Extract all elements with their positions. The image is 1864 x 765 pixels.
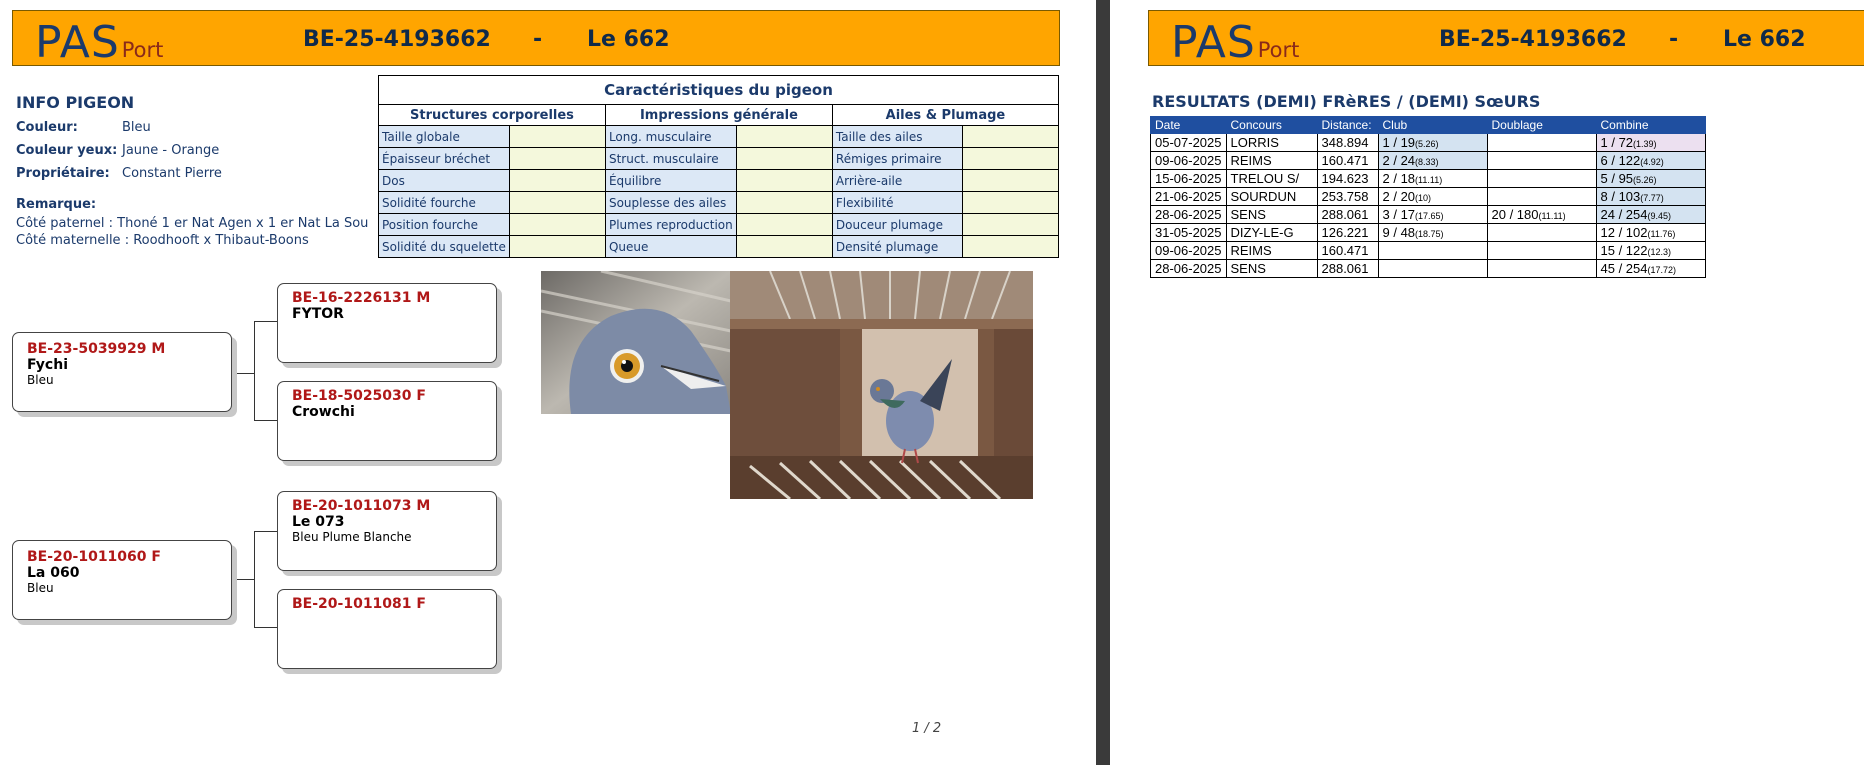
- results-column-header: Club: [1378, 117, 1487, 134]
- page-divider: [1096, 0, 1110, 765]
- couleur-label: Couleur:: [16, 120, 78, 135]
- result-doublage: 20 / 180(11.11): [1487, 206, 1596, 224]
- remarque-paternel: Côté paternel : Thoné 1 er Nat Agen x 1 er Nat La Sou: [16, 216, 369, 231]
- pedigree-mother: [12, 540, 232, 620]
- characteristic-label: Densité plumage: [832, 236, 962, 258]
- results-column-header: Concours: [1226, 117, 1317, 134]
- characteristic-label: Position fourche: [379, 214, 510, 236]
- result-concours: REIMS: [1226, 242, 1317, 260]
- characteristic-label: Taille globale: [379, 126, 510, 148]
- result-date: 28-06-2025: [1151, 206, 1227, 224]
- result-date: 31-05-2025: [1151, 224, 1227, 242]
- pedigree-father-mother: [277, 381, 497, 461]
- characteristic-score: [963, 236, 1059, 258]
- pedigree-ring: BE-23-5039929 M: [27, 341, 166, 357]
- characteristic-score: [736, 126, 832, 148]
- characteristic-score: [509, 236, 605, 258]
- table-row: [1151, 260, 1706, 278]
- characteristics-row: [379, 214, 1059, 236]
- result-date: 21-06-2025: [1151, 188, 1227, 206]
- pedigree-name: Le 073: [292, 514, 345, 530]
- characteristic-label: Équilibre: [605, 170, 736, 192]
- characteristic-score: [509, 214, 605, 236]
- result-distance: 194.623: [1317, 170, 1378, 188]
- result-distance: 288.061: [1317, 260, 1378, 278]
- characteristic-score: [736, 236, 832, 258]
- pedigree-connector: [254, 627, 278, 628]
- characteristics-row: [379, 192, 1059, 214]
- result-distance: 348.894: [1317, 134, 1378, 152]
- result-date: 15-06-2025: [1151, 170, 1227, 188]
- characteristic-label: Solidité fourche: [379, 192, 510, 214]
- result-concours: SOURDUN: [1226, 188, 1317, 206]
- pedigree-name: Crowchi: [292, 404, 355, 420]
- result-doublage: [1487, 152, 1596, 170]
- pedigree-connector: [232, 373, 254, 374]
- characteristics-title: Caractéristiques du pigeon: [379, 76, 1059, 105]
- page-header: [12, 10, 1060, 66]
- proprietaire-value: Constant Pierre: [122, 166, 222, 181]
- pedigree-connector: [254, 321, 255, 421]
- result-doublage: [1487, 224, 1596, 242]
- result-club: 2 / 20(10): [1378, 188, 1487, 206]
- table-row: [1151, 134, 1706, 152]
- page-2: [1110, 0, 1864, 765]
- result-combine: 12 / 102(11.76): [1596, 224, 1705, 242]
- result-combine: 8 / 103(7.77): [1596, 188, 1705, 206]
- pedigree-name: La 060: [27, 565, 80, 581]
- characteristic-score: [736, 170, 832, 192]
- result-date: 09-06-2025: [1151, 242, 1227, 260]
- characteristic-score: [963, 192, 1059, 214]
- pedigree-mother-mother: [277, 589, 497, 669]
- table-row: [1151, 188, 1706, 206]
- header-ring: BE-25-4193662: [1439, 27, 1627, 52]
- header-ring: BE-25-4193662: [303, 27, 491, 52]
- characteristics-header: Impressions générale: [605, 105, 832, 126]
- result-distance: 160.471: [1317, 152, 1378, 170]
- pedigree-color: Bleu: [27, 581, 54, 595]
- result-distance: 126.221: [1317, 224, 1378, 242]
- info-pigeon-title: INFO PIGEON: [16, 93, 135, 112]
- characteristic-label: Flexibilité: [832, 192, 962, 214]
- result-combine: 5 / 95(5.26): [1596, 170, 1705, 188]
- pigeon-eye-photo: [541, 271, 731, 414]
- header-pigeon-name: Le 662: [587, 27, 670, 52]
- characteristic-score: [509, 148, 605, 170]
- results-column-header: Doublage: [1487, 117, 1596, 134]
- result-doublage: [1487, 242, 1596, 260]
- result-date: 09-06-2025: [1151, 152, 1227, 170]
- result-doublage: [1487, 188, 1596, 206]
- result-date: 05-07-2025: [1151, 134, 1227, 152]
- characteristic-score: [509, 170, 605, 192]
- characteristics-header: Structures corporelles: [379, 105, 606, 126]
- result-concours: SENS: [1226, 260, 1317, 278]
- result-club: 3 / 17(17.65): [1378, 206, 1487, 224]
- characteristic-score: [509, 126, 605, 148]
- pedigree-connector: [254, 531, 278, 532]
- characteristics-table: [378, 75, 1059, 258]
- table-row: [1151, 242, 1706, 260]
- header-pigeon-name: Le 662: [1723, 27, 1806, 52]
- pedigree-name: FYTOR: [292, 306, 344, 322]
- pedigree-ring: BE-20-1011081 F: [292, 596, 426, 612]
- results-column-header: Combine: [1596, 117, 1705, 134]
- characteristic-label: Arrière-aile: [832, 170, 962, 192]
- pedigree-ring: BE-20-1011073 M: [292, 498, 431, 514]
- results-title: RESULTATS (DEMI) FRèRES / (DEMI) SœURS: [1152, 92, 1541, 111]
- result-distance: 160.471: [1317, 242, 1378, 260]
- remarque-label: Remarque:: [16, 197, 97, 212]
- pedigree-color: Bleu: [27, 373, 54, 387]
- proprietaire-label: Propriétaire:: [16, 166, 110, 181]
- pedigree-father-father: [277, 283, 497, 363]
- characteristics-row: [379, 170, 1059, 192]
- pedigree-connector: [254, 420, 278, 421]
- result-doublage: [1487, 260, 1596, 278]
- result-club: 9 / 48(18.75): [1378, 224, 1487, 242]
- result-distance: 288.061: [1317, 206, 1378, 224]
- remarque-maternel: Côté maternelle : Roodhooft x Thibaut-Boons: [16, 233, 309, 248]
- couleur-value: Bleu: [122, 120, 151, 135]
- characteristic-score: [963, 214, 1059, 236]
- characteristics-row: [379, 148, 1059, 170]
- pedigree-father: [12, 332, 232, 412]
- table-row: [1151, 224, 1706, 242]
- result-concours: DIZY-LE-G: [1226, 224, 1317, 242]
- page-number: 1 / 2: [912, 721, 942, 736]
- characteristics-header: Ailes & Plumage: [832, 105, 1058, 126]
- table-row: [1151, 152, 1706, 170]
- header-separator: -: [533, 27, 543, 52]
- characteristic-score: [963, 148, 1059, 170]
- pedigree-mother-father: [277, 491, 497, 571]
- characteristic-label: Épaisseur bréchet: [379, 148, 510, 170]
- characteristic-label: Souplesse des ailes: [605, 192, 736, 214]
- characteristic-label: Taille des ailes: [832, 126, 962, 148]
- characteristic-score: [963, 126, 1059, 148]
- result-club: 1 / 19(5.26): [1378, 134, 1487, 152]
- characteristic-label: Dos: [379, 170, 510, 192]
- pedigree-color: Bleu Plume Blanche: [292, 530, 412, 544]
- result-combine: 1 / 72(1.39): [1596, 134, 1705, 152]
- characteristic-label: Struct. musculaire: [605, 148, 736, 170]
- characteristics-row: [379, 236, 1059, 258]
- characteristic-score: [963, 170, 1059, 192]
- pedigree-ring: BE-20-1011060 F: [27, 549, 161, 565]
- characteristic-label: Queue: [605, 236, 736, 258]
- header-separator: -: [1669, 27, 1679, 52]
- characteristic-label: Rémiges primaire: [832, 148, 962, 170]
- characteristic-label: Solidité du squelette: [379, 236, 510, 258]
- result-combine: 6 / 122(4.92): [1596, 152, 1705, 170]
- characteristic-score: [736, 148, 832, 170]
- pedigree-ring: BE-16-2226131 M: [292, 290, 431, 306]
- pedigree-name: Fychi: [27, 357, 68, 373]
- pedigree-connector: [232, 579, 254, 580]
- results-table: [1150, 116, 1706, 278]
- result-doublage: [1487, 170, 1596, 188]
- characteristic-score: [509, 192, 605, 214]
- result-combine: 24 / 254(9.45): [1596, 206, 1705, 224]
- result-combine: 15 / 122(12.3): [1596, 242, 1705, 260]
- result-concours: SENS: [1226, 206, 1317, 224]
- result-combine: 45 / 254(17.72): [1596, 260, 1705, 278]
- paspost-logo: PASPort: [1171, 17, 1300, 68]
- result-date: 28-06-2025: [1151, 260, 1227, 278]
- results-column-header: Distance:: [1317, 117, 1378, 134]
- characteristic-label: Long. musculaire: [605, 126, 736, 148]
- result-club: 2 / 18(11.11): [1378, 170, 1487, 188]
- result-doublage: [1487, 134, 1596, 152]
- characteristics-row: [379, 126, 1059, 148]
- results-column-header: Date: [1151, 117, 1227, 134]
- characteristic-label: Douceur plumage: [832, 214, 962, 236]
- pedigree-ring: BE-18-5025030 F: [292, 388, 426, 404]
- result-distance: 253.758: [1317, 188, 1378, 206]
- result-concours: REIMS: [1226, 152, 1317, 170]
- result-club: 2 / 24(8.33): [1378, 152, 1487, 170]
- characteristic-score: [736, 214, 832, 236]
- pedigree-connector: [254, 321, 278, 322]
- result-concours: LORRIS: [1226, 134, 1317, 152]
- couleur-yeux-label: Couleur yeux:: [16, 143, 118, 158]
- result-club: [1378, 260, 1487, 278]
- page-header: [1148, 10, 1864, 66]
- characteristic-score: [736, 192, 832, 214]
- result-concours: TRELOU S/: [1226, 170, 1317, 188]
- table-row: [1151, 170, 1706, 188]
- pigeon-loft-photo: [730, 271, 1033, 499]
- couleur-yeux-value: Jaune - Orange: [122, 143, 220, 158]
- paspost-logo: PASPort: [35, 17, 164, 68]
- result-club: [1378, 242, 1487, 260]
- pedigree-connector: [254, 531, 255, 628]
- characteristic-label: Plumes reproduction: [605, 214, 736, 236]
- table-row: [1151, 206, 1706, 224]
